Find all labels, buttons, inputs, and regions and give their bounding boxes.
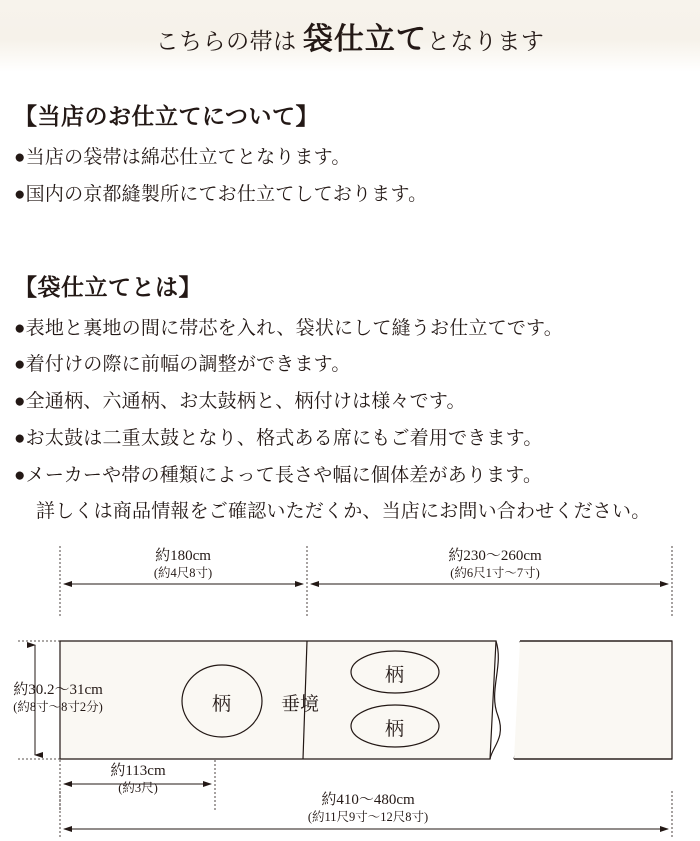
dimension-bottom-left: [78, 762, 198, 796]
page-header: [0, 0, 700, 72]
dimension-total-main: 約410〜480cm: [321, 791, 415, 808]
section-heading: 【袋仕立てとは】: [14, 274, 202, 300]
section-what-is-fukuro: [14, 269, 686, 527]
content-body: [0, 72, 700, 527]
bullet-item: ●お太鼓は二重太鼓となり、格式ある席にもご着用できます。: [14, 427, 543, 449]
label-divider: 垂境: [281, 693, 320, 715]
obi-dimension-diagram: [0, 541, 700, 841]
label-pattern-circle: 柄: [212, 693, 232, 715]
bullet-item: ●当店の袋帯は綿芯仕立てとなります。: [14, 147, 351, 168]
page-title: [156, 14, 545, 58]
dimension-bottom-left-sub: (約3尺): [118, 780, 158, 795]
label-pattern-ellipse-bottom: 柄: [385, 718, 405, 740]
bullet-item: ●表地と裏地の間に帯芯を入れ、袋状にして縫うお仕立てです。: [14, 317, 563, 339]
bullet-item: ●全通柄、六通柄、お太鼓柄と、柄付けは様々です。: [14, 391, 466, 413]
page-title-emphasis: 袋仕立て: [302, 23, 427, 56]
dimension-bottom-left-main: 約113cm: [110, 762, 166, 779]
page-title-prefix: こちらの帯は: [155, 29, 303, 54]
obi-band-left: [60, 641, 496, 759]
obi-band-right: [514, 641, 672, 759]
dimension-total: [258, 791, 478, 825]
section-spacer: [14, 217, 686, 259]
dimension-top-right: [405, 547, 585, 581]
bullet-item: ●着付けの際に前幅の調整ができます。: [14, 354, 351, 376]
dimension-top-left-main: 約180cm: [155, 547, 211, 564]
bullet-item: ●メーカーや帯の種類によって長さや幅に個体差があります。: [14, 464, 543, 486]
bullet-item: ●国内の京都縫製所にてお仕立てしております。: [14, 183, 428, 205]
bullet-subnote: 詳しくは商品情報をご確認いただくか、当店にお問い合わせください。: [36, 501, 651, 523]
dimension-top-right-sub: (約6尺1寸〜7寸): [450, 565, 540, 580]
label-pattern-ellipse-top: 柄: [385, 664, 405, 686]
dimension-top-right-main: 約230〜260cm: [448, 547, 542, 564]
dimension-top-left: [118, 547, 248, 581]
section-shop-tailoring: [14, 98, 686, 211]
dimension-total-sub: (約11尺9寸〜12尺8寸): [307, 809, 429, 824]
dimension-height: [0, 681, 120, 715]
page-title-suffix: となります: [426, 29, 545, 54]
dimension-top-left-sub: (約4尺8寸): [153, 565, 213, 580]
dimension-height-main: 約30.2〜31cm: [13, 681, 103, 698]
section-heading: 【当店のお仕立てについて】: [14, 104, 320, 129]
dimension-height-sub: (約8寸〜8寸2分): [13, 699, 103, 714]
